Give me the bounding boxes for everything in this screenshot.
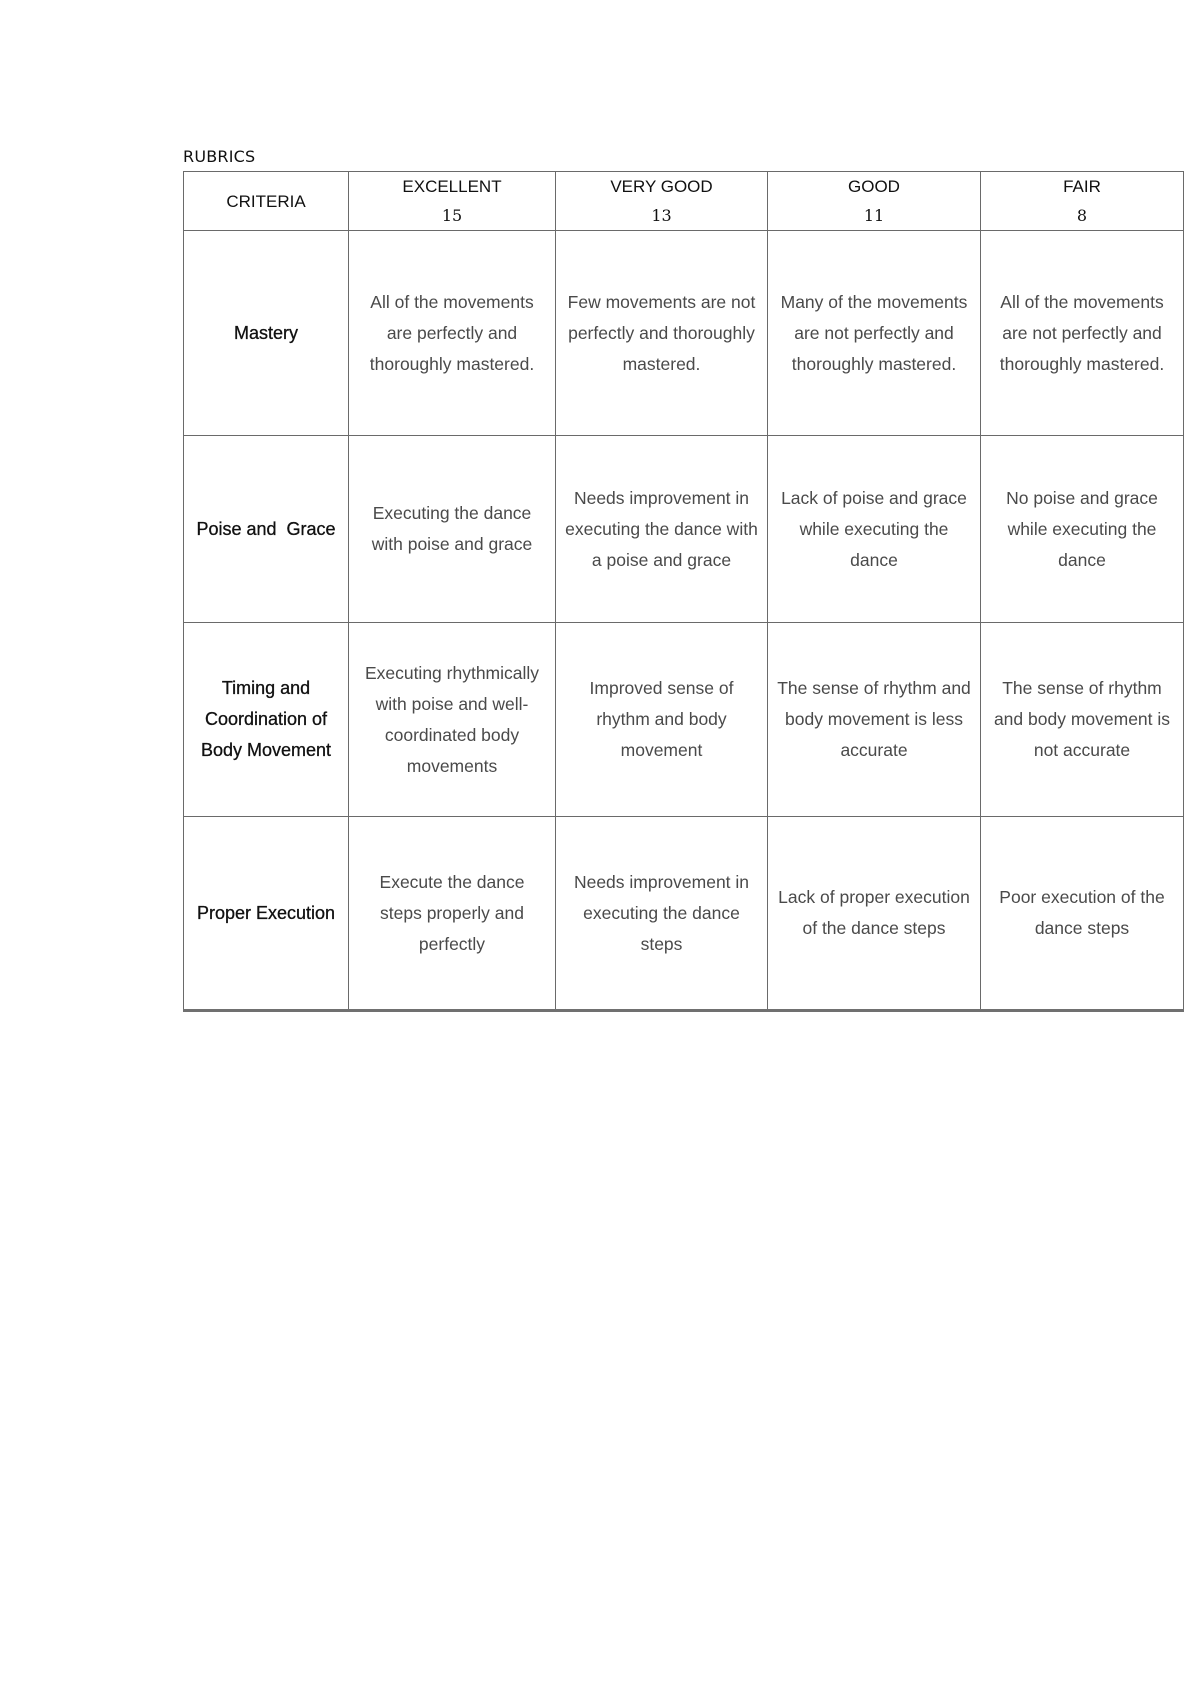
criterion-cell: Proper Execution — [184, 817, 349, 1011]
table-row-timing-and-coordination — [184, 623, 1184, 817]
table-row-poise-and-grace — [184, 436, 1184, 623]
description-cell: No poise and grace while executing the dance — [981, 436, 1184, 623]
table-row-proper-execution — [184, 817, 1184, 1011]
level-header-excellent — [349, 172, 556, 231]
description-cell: All of the movements are not perfectly and thoroughly mastered. — [981, 231, 1184, 436]
criteria-header-label: CRITERIA — [226, 191, 306, 211]
level-header-very-good — [556, 172, 768, 231]
description-cell: Lack of poise and grace while executing the dance — [768, 436, 981, 623]
level-score: 15 — [441, 206, 463, 225]
description-cell: Few movements are not perfectly and thoroughly mastered. — [556, 231, 768, 436]
description-cell: Needs improvement in executing the dance steps — [556, 817, 768, 1011]
level-score: 8 — [1076, 206, 1088, 225]
description-cell: Improved sense of rhythm and body movement — [556, 623, 768, 817]
description-cell: Many of the movements are not perfectly and thoroughly mastered. — [768, 231, 981, 436]
criterion-cell: Poise and Grace — [184, 436, 349, 623]
description-cell: The sense of rhythm and body movement is not accurate — [981, 623, 1184, 817]
table-row-mastery — [184, 231, 1184, 436]
level-header-fair — [981, 172, 1184, 231]
description-cell: Executing rhythmically with poise and well-coordinated body movements — [349, 623, 556, 817]
description-cell: The sense of rhythm and body movement is less accurate — [768, 623, 981, 817]
description-cell: All of the movements are perfectly and thoroughly mastered. — [349, 231, 556, 436]
level-label: GOOD — [848, 177, 900, 196]
description-cell: Poor execution of the dance steps — [981, 817, 1184, 1011]
description-cell: Executing the dance with poise and grace — [349, 436, 556, 623]
level-label: FAIR — [1063, 177, 1101, 196]
description-cell: Lack of proper execution of the dance steps — [768, 817, 981, 1011]
level-label: EXCELLENT — [402, 177, 502, 196]
document-title: RUBRICS — [183, 147, 256, 166]
level-label: VERY GOOD — [610, 177, 713, 196]
criterion-cell: Mastery — [184, 231, 349, 436]
header-row — [184, 172, 1184, 231]
description-cell: Needs improvement in executing the dance with a poise and grace — [556, 436, 768, 623]
rubric-table — [183, 171, 1184, 1012]
description-cell: Execute the dance steps properly and perfectly — [349, 817, 556, 1011]
level-score: 11 — [863, 206, 885, 225]
criteria-header — [184, 172, 349, 231]
level-header-good — [768, 172, 981, 231]
criterion-cell: Timing and Coordination of Body Movement — [184, 623, 349, 817]
level-score: 13 — [651, 206, 672, 225]
